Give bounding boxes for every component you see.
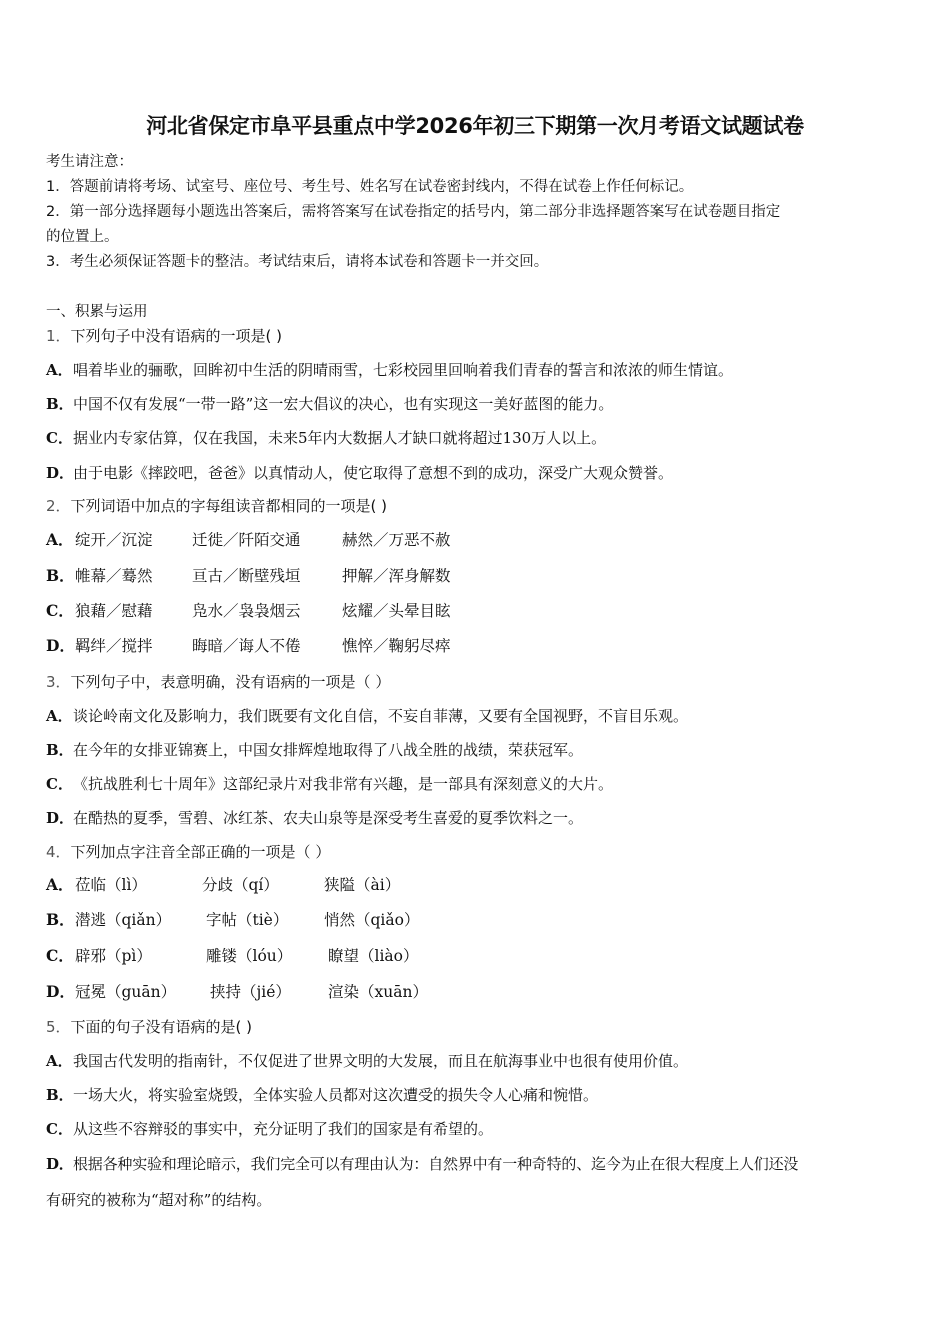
option-label: B． xyxy=(46,566,75,585)
option-label: D． xyxy=(46,464,75,482)
option-pinyin-item: 冠冕（guān） xyxy=(75,983,177,1001)
question-4-option-b xyxy=(46,910,906,932)
option-label: B． xyxy=(46,910,75,929)
option-word-group: 亘古／断壁残垣 xyxy=(192,567,301,585)
question-text: 下列加点字注音全部正确的一项是（ ） xyxy=(70,843,331,861)
option-label: C． xyxy=(46,601,74,620)
question-2-option-b xyxy=(46,566,906,588)
option-pinyin-item: 莅临（lì） xyxy=(75,876,147,894)
notice-heading: 考生请注意： xyxy=(46,154,133,170)
option-pinyin-item: 渲染（xuān） xyxy=(328,983,428,1001)
option-text: 中国不仅有发展“一带一路”这一宏大倡议的决心，也有实现这一美好蓝图的能力。 xyxy=(73,395,614,413)
option-text: 根据各种实验和理论暗示，我们完全可以有理由认为：自然界中有一种奇特的、迄今为止在很大程度上人们还没 xyxy=(73,1155,799,1173)
question-4-option-a xyxy=(46,875,906,897)
question-5-option-c xyxy=(46,1119,493,1139)
option-text: 由于电影《摔跤吧，爸爸》以真情动人，使它取得了意想不到的成功，深受广大观众赞誉。 xyxy=(73,464,674,482)
question-4-stem xyxy=(46,842,330,862)
question-5-option-a xyxy=(46,1051,688,1071)
option-pinyin-item: 悄然（qiǎo） xyxy=(324,911,420,929)
question-number: 1． xyxy=(46,327,71,345)
option-label: C． xyxy=(46,1120,73,1138)
option-label: B． xyxy=(46,741,74,759)
question-2-option-a xyxy=(46,530,906,552)
option-word-group: 炫耀／头晕目眩 xyxy=(342,602,451,620)
option-label: D． xyxy=(46,636,75,655)
question-number: 3． xyxy=(46,673,71,691)
question-text: 下列句子中没有语病的一项是( ) xyxy=(70,327,283,345)
question-5-option-b xyxy=(46,1085,598,1105)
option-word-group: 迁徙／阡陌交通 xyxy=(192,531,301,549)
option-text: 一场大火，将实验室烧毁，全体实验人员都对这次遭受的损失令人心痛和惋惜。 xyxy=(73,1086,599,1104)
question-2-stem xyxy=(46,496,387,516)
option-pinyin-item: 字帖（tiè） xyxy=(206,911,289,929)
option-pinyin-item: 挟持（jié） xyxy=(210,983,291,1001)
option-text: 从这些不容辩驳的事实中，充分证明了我们的国家是有希望的。 xyxy=(73,1120,494,1138)
option-word-group: 绽开／沉淀 xyxy=(75,531,153,549)
option-word-group: 晦暗／诲人不倦 xyxy=(192,637,301,655)
question-number: 5． xyxy=(46,1018,71,1036)
option-word-group: 狼藉／慰藉 xyxy=(75,602,153,620)
option-text: 唱着毕业的骊歌，回眸初中生活的阴晴雨雪，七彩校园里回响着我们青春的誓言和浓浓的师生情谊。 xyxy=(73,361,734,379)
option-word-group: 憔悴／鞠躬尽瘁 xyxy=(342,637,451,655)
question-1-option-c xyxy=(46,428,606,448)
question-2-option-c xyxy=(46,601,906,623)
page-title: 河北省保定市阜平县重点中学2026年初三下期第一次月考语文试题试卷 xyxy=(146,114,804,138)
notice-item: 3．考生必须保证答题卡的整洁。考试结束后，请将本试卷和答题卡一并交回。 xyxy=(46,254,549,270)
option-pinyin-item: 潜逃（qiǎn） xyxy=(75,911,172,929)
question-4-option-d xyxy=(46,982,906,1004)
question-5-option-d xyxy=(46,1154,798,1174)
option-pinyin-item: 分歧（qí） xyxy=(202,876,279,894)
option-label: B． xyxy=(46,1086,74,1104)
question-1-stem xyxy=(46,326,282,346)
option-text: 我国古代发明的指南针，不仅促进了世界文明的大发展，而且在航海事业中也很有使用价值。 xyxy=(73,1052,689,1070)
notice-item: 2．第一部分选择题每小题选出答案后，需将答案写在试卷指定的括号内，第二部分非选择题答案写在试卷题目指定 xyxy=(46,204,781,220)
question-number: 4． xyxy=(46,843,71,861)
question-1-option-d xyxy=(46,463,673,483)
option-text: 《抗战胜利七十周年》这部纪录片对我非常有兴趣，是一部具有深刻意义的大片。 xyxy=(73,775,614,793)
option-label: A． xyxy=(46,1052,73,1070)
question-3-option-d xyxy=(46,808,583,828)
option-word-group: 赫然／万恶不赦 xyxy=(342,531,451,549)
question-text: 下面的句子没有语病的是( ) xyxy=(70,1018,253,1036)
option-label: D． xyxy=(46,809,75,827)
option-label: D． xyxy=(46,1155,74,1173)
question-1-option-a xyxy=(46,360,733,380)
option-word-group: 羁绊／搅拌 xyxy=(75,637,153,655)
question-3-option-a xyxy=(46,706,688,726)
option-pinyin-item: 雕镂（lóu） xyxy=(206,947,293,965)
question-3-option-b xyxy=(46,740,583,760)
option-label: C． xyxy=(46,775,73,793)
option-label: C． xyxy=(46,429,73,447)
option-pinyin-item: 瞭望（liào） xyxy=(328,947,419,965)
question-4-option-c xyxy=(46,946,906,968)
option-text: 在酷热的夏季，雪碧、冰红茶、农夫山泉等是深受考生喜爱的夏季饮料之一。 xyxy=(73,809,584,827)
question-1-option-b xyxy=(46,394,613,414)
option-text: 在今年的女排亚锦赛上，中国女排辉煌地取得了八战全胜的战绩，荣获冠军。 xyxy=(73,741,584,759)
option-pinyin-item: 辟邪（pì） xyxy=(75,947,152,965)
option-word-group: 帷幕／蓦然 xyxy=(75,567,153,585)
question-text: 下列词语中加点的字每组读音都相同的一项是( ) xyxy=(70,497,388,515)
option-text: 据业内专家估算，仅在我国，未来5年内大数据人才缺口就将超过130万人以上。 xyxy=(73,429,607,447)
notice-item: 的位置上。 xyxy=(46,229,119,245)
option-word-group: 押解／浑身解数 xyxy=(342,567,451,585)
option-text: 谈论岭南文化及影响力，我们既要有文化自信，不妄自菲薄，又要有全国视野，不盲目乐观。 xyxy=(73,707,689,725)
option-label: A． xyxy=(46,875,74,894)
option-label: A． xyxy=(46,361,73,379)
question-number: 2． xyxy=(46,497,71,515)
option-label: A． xyxy=(46,530,74,549)
option-label: C． xyxy=(46,946,74,965)
notice-item: 1．答题前请将考场、试室号、座位号、考生号、姓名写在试卷密封线内，不得在试卷上作任何标记。 xyxy=(46,179,694,195)
question-3-stem xyxy=(46,672,390,692)
option-label: B． xyxy=(46,395,74,413)
question-2-option-d xyxy=(46,636,906,658)
question-3-option-c xyxy=(46,774,613,794)
option-pinyin-item: 狭隘（ài） xyxy=(324,876,401,894)
section-heading: 一、积累与运用 xyxy=(46,304,148,320)
question-5-option-d-continuation: 有研究的被称为“超对称”的结构。 xyxy=(46,1191,272,1209)
question-text: 下列句子中，表意明确，没有语病的一项是（ ） xyxy=(70,673,391,691)
option-label: D． xyxy=(46,982,75,1001)
option-word-group: 凫水／袅袅烟云 xyxy=(192,602,301,620)
question-5-stem xyxy=(46,1017,252,1037)
option-label: A． xyxy=(46,707,73,725)
